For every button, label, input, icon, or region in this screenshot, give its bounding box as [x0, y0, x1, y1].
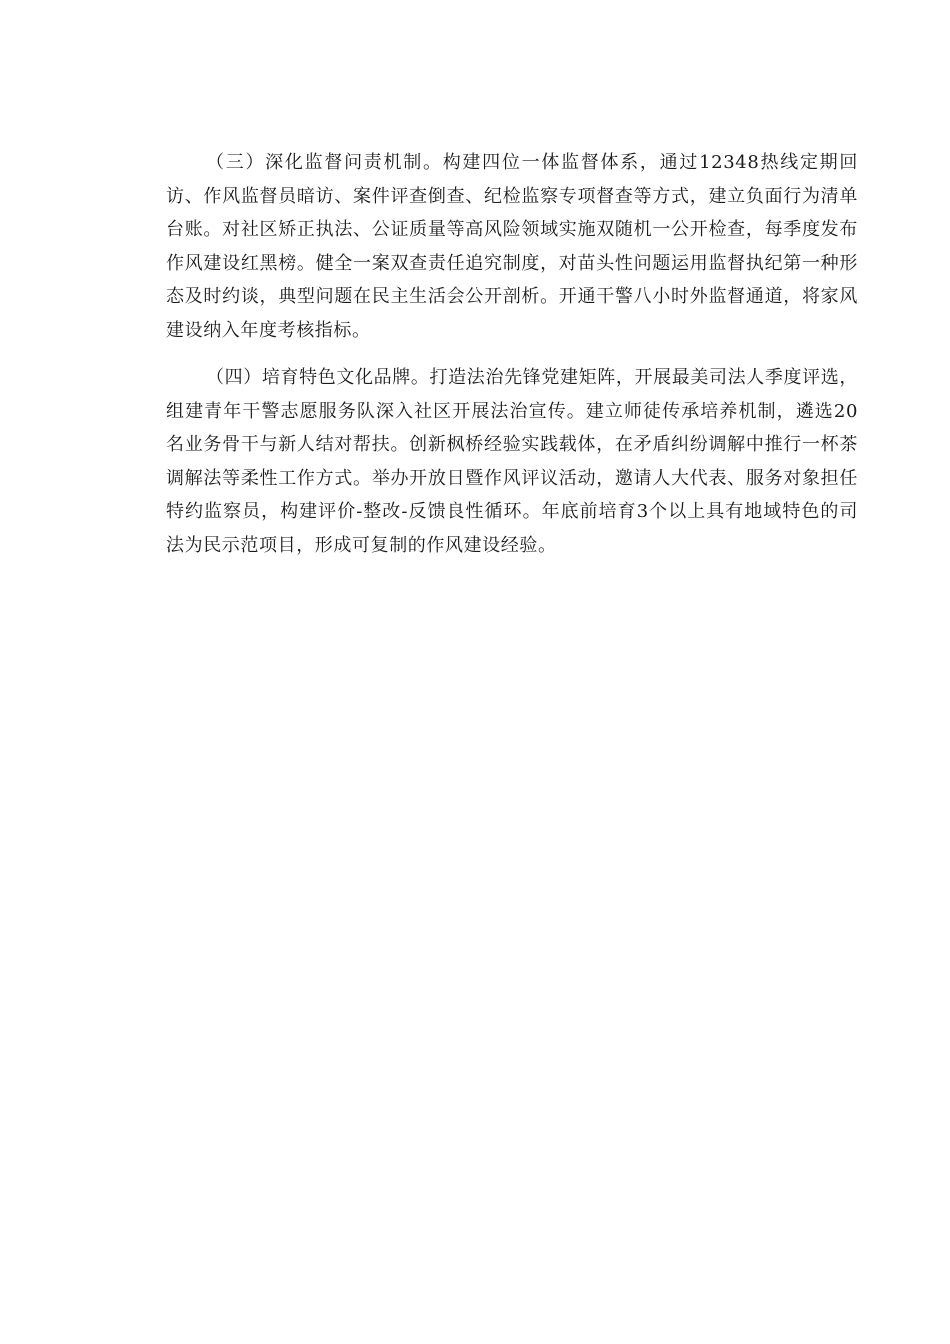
paragraph-section-3: （三）深化监督问责机制。构建四位一体监督体系，通过12348热线定期回访、作风监督员暗访、案件评查倒查、纪检监察专项督查等方式，建立负面行为清单台账。对社区矫正执法、公证质量等高风险领域实施双随机一公开检查，每季度发布作风建设红黑榜。健全一案双查责任追究制度，对苗头性问题运用监督执纪第一种形态及时约谈，典型问题在民主生活会公开剖析。开通干警八小时外监督通道，将家风建设纳入年度考核指标。 [166, 152, 858, 341]
document-body [166, 146, 858, 576]
paragraph-section-4: （四）培育特色文化品牌。打造法治先锋党建矩阵，开展最美司法人季度评选，组建青年干警志愿服务队深入社区开展法治宣传。建立师徒传承培养机制，遴选20名业务骨干与新人结对帮扶。创新枫桥经验实践载体，在矛盾纠纷调解中推行一杯茶调解法等柔性工作方式。举办开放日暨作风评议活动，邀请人大代表、服务对象担任特约监察员，构建评价-整改-反馈良性循环。年底前培育3个以上具有地域特色的司法为民示范项目，形成可复制的作风建设经验。 [166, 367, 858, 556]
